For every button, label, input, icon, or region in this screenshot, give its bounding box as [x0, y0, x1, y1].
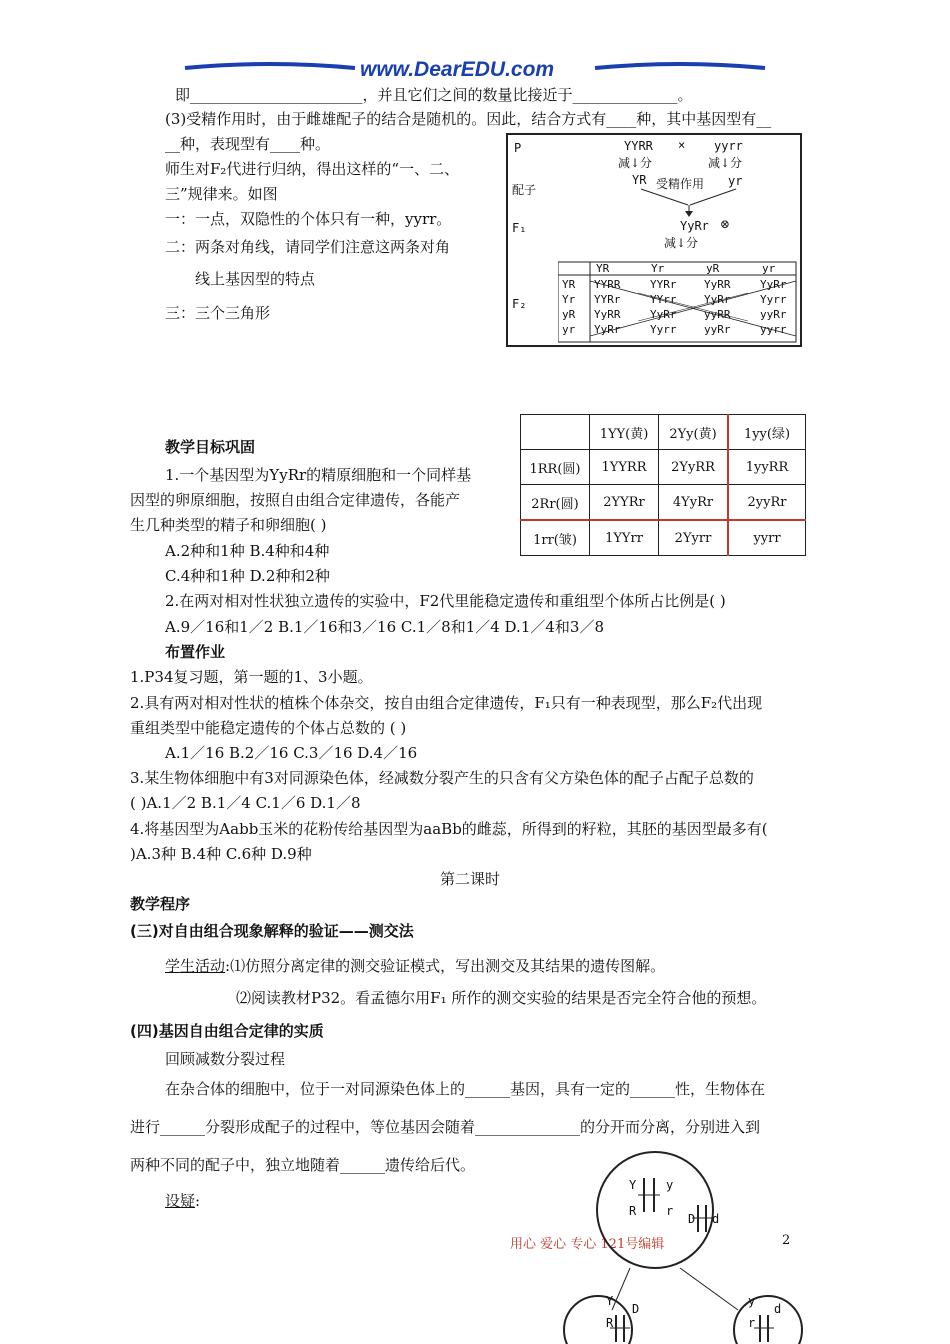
- homework-4-line1: 4.将基因型为Aabb玉米的花粉传给基因型为aaBb的雌蕊，所得到的籽粒，其胚的基因型最多有(: [130, 820, 768, 838]
- cell-label: D: [632, 1302, 640, 1316]
- summary-two2: 线上基因型的特点: [195, 270, 316, 288]
- goals-q1-line2: 因型的卵原细胞，按照自由组合定律遗传，各能产: [130, 491, 461, 509]
- lesson2-title: 第二课时: [440, 870, 501, 888]
- ratio-header: 2Yy(黄): [659, 415, 729, 450]
- meiosis-1: 减↓分: [618, 156, 653, 170]
- summary-one: 一：一点，双隐性的个体只有一种，yyrr。: [165, 210, 452, 228]
- goals-q1-line1: 1.一个基因型为YyRr的精原细胞和一个同样基: [165, 466, 472, 484]
- ratio-row-label: 1rr(皱): [521, 520, 590, 556]
- row-header: Yr: [562, 293, 576, 306]
- p-parent2: yyrr: [714, 139, 743, 153]
- homework-2-line2: 重组类型中能稳定遗传的个体占总数的 ( ): [130, 719, 407, 737]
- col-header: YR: [596, 262, 610, 275]
- ratio-header: [521, 415, 590, 450]
- goals-q1-opt2: C.4种和1种 D.2种和2种: [165, 567, 330, 585]
- meiosis-3: 减↓分: [664, 236, 699, 250]
- punnett-cell: yyrr: [760, 323, 787, 336]
- review-line: 回顾减数分裂过程: [165, 1050, 286, 1068]
- cell-label: Y: [606, 1294, 614, 1308]
- cell-label: R: [629, 1204, 637, 1218]
- ratio-header: 1YY(黄): [590, 415, 659, 450]
- punnett-cell: YyRr: [594, 323, 621, 336]
- punnett-cell: YYRr: [650, 278, 677, 291]
- p-parent1: YYRR: [624, 139, 653, 153]
- punnett-cell: YYRr: [594, 293, 621, 306]
- program-title: 教学程序: [130, 895, 191, 913]
- ratio-cell: 2YyRR: [659, 450, 729, 485]
- punnett-cell: YyRr: [760, 278, 787, 291]
- ratio-cell: 1yyRR: [728, 450, 806, 485]
- goals-title: 教学目标巩固: [165, 438, 256, 456]
- cell-label: y: [666, 1178, 674, 1192]
- col-header: Yr: [651, 262, 665, 275]
- homework-3-line1: 3.某生物体细胞中有3对同源染色体，经减数分裂产生的只含有父方染色体的配子占配子总数的: [130, 769, 754, 787]
- question-line: 设疑:: [165, 1192, 201, 1210]
- activity-label: 学生活动: [165, 957, 226, 975]
- punnett-cell: YYrr: [650, 293, 677, 306]
- punnett-cell: YyRR: [704, 278, 731, 291]
- ratio-row-label: 1RR(圆): [521, 450, 590, 485]
- summary-two1: 二：两条对角线，请同学们注意这两条对角: [165, 238, 451, 256]
- gamete-1: YR: [632, 173, 647, 187]
- cell-label: R: [606, 1316, 614, 1330]
- activity-line2: ⑵阅读教材P32。看孟德尔用F₁ 所作的测交实验的结果是否完全符合他的预想。: [236, 989, 767, 1007]
- meiosis-2: 减↓分: [708, 156, 743, 170]
- goals-q2-opts: A.9／16和1／2 B.1／16和3／16 C.1／8和1／4 D.1／4和3／8: [165, 618, 604, 636]
- cell-label: y: [748, 1294, 756, 1308]
- f1-label: F₁: [512, 221, 527, 235]
- fill-line1: 在杂合体的细胞中，位于一对同源染色体上的______基因，具有一定的______性，生物体在: [165, 1080, 766, 1098]
- gamete-2: yr: [728, 174, 743, 188]
- punnett-cell: Yyrr: [760, 293, 787, 306]
- fill-line3: 两种不同的配子中，独立地随着______遗传给后代。: [130, 1156, 476, 1174]
- col-header: yr: [762, 262, 776, 275]
- cross-diagram: [506, 133, 802, 347]
- goals-q1-opt1: A.2种和1种 B.4种和4种: [165, 542, 330, 560]
- fill-line2: 进行______分裂形成配子的过程中，等位基因会随着______________的分开而分离，分别进入到: [130, 1118, 761, 1136]
- cell-label: Y: [629, 1178, 637, 1192]
- top-line: 即_______________________，并且它们之间的数量比接近于______________。: [175, 86, 693, 104]
- punnett-cell: YyRR: [594, 308, 621, 321]
- punnett-cell: YyRr: [650, 308, 677, 321]
- cross-sign: ×: [678, 138, 686, 152]
- question-label: 设疑: [165, 1192, 196, 1210]
- p-label: P: [514, 141, 522, 155]
- f2-label: F₂: [512, 297, 527, 311]
- section4-title: (四)基因自由组合定律的实质: [130, 1022, 324, 1040]
- ratio-table: [520, 414, 806, 556]
- ratio-cell: 4YyRr: [659, 485, 729, 521]
- homework-3-line2: ( )A.1／2 B.1／4 C.1／6 D.1／8: [130, 794, 361, 812]
- cell-label: d: [774, 1302, 782, 1316]
- ratio-cell: 2yyRr: [728, 485, 806, 521]
- cell-label: d: [712, 1212, 720, 1226]
- ratio-cell: yyrr: [728, 520, 806, 556]
- cell-label: D: [688, 1212, 696, 1226]
- para3-line2: __种，表现型有____种。: [165, 135, 331, 153]
- ratio-header: 1yy(绿): [728, 415, 806, 450]
- self-symbol: ⊗: [720, 217, 731, 231]
- punnett-cell: yyRr: [760, 308, 787, 321]
- punnett-cell: YYRR: [594, 278, 621, 291]
- homework-4-line2: )A.3种 B.4种 C.6种 D.9种: [130, 845, 312, 863]
- punnett-cell: Yyrr: [650, 323, 677, 336]
- activity-text1: :⑴仿照分离定律的测交验证模式，写出测交及其结果的遗传图解。: [225, 957, 666, 975]
- summary-intro1: 师生对F₂代进行归纳，得出这样的“一、二、: [165, 160, 460, 178]
- ratio-cell: 2YYRr: [590, 485, 659, 521]
- f1-genotype: YyRr: [680, 219, 709, 233]
- goals-q2: 2.在两对相对性状独立遗传的实验中，F2代里能稳定遗传和重组型个体所占比例是( ): [165, 592, 726, 610]
- homework-1: 1.P34复习题，第一题的1、3小题。: [130, 668, 373, 686]
- row-header: yR: [562, 308, 576, 321]
- summary-intro2: 三”规律来。如图: [165, 185, 278, 203]
- cell-label: r: [748, 1316, 756, 1330]
- gamete-label: 配子: [512, 183, 537, 197]
- cell-label: r: [666, 1204, 674, 1218]
- ratio-cell: 1YYRR: [590, 450, 659, 485]
- row-header: YR: [562, 278, 576, 291]
- ratio-cell: 1YYrr: [590, 520, 659, 556]
- ratio-cell: 2Yyrr: [659, 520, 729, 556]
- section3-title: (三)对自由组合现象解释的验证——测交法: [130, 922, 414, 940]
- footer-slogan: 用心 爱心 专心 121号编辑: [510, 1237, 665, 1252]
- homework-2-opts: A.1／16 B.2／16 C.3／16 D.4／16: [165, 744, 418, 762]
- fertilization-label: 受精作用: [656, 177, 705, 191]
- punnett-cell: yyRR: [704, 308, 731, 321]
- summary-three: 三：三个三角形: [165, 304, 271, 322]
- punnett-cell: YyRr: [704, 293, 731, 306]
- homework-2-line1: 2.具有两对相对性状的植株个体杂交，按自由组合定律遗传，F₁只有一种表现型，那么F₂代出现: [130, 694, 763, 712]
- col-header: yR: [706, 262, 720, 275]
- activity-line1: [165, 955, 665, 976]
- punnett-cell: yyRr: [704, 323, 731, 336]
- page-number: 2: [782, 1233, 791, 1248]
- fertilization-arrows: [636, 187, 746, 217]
- row-header: yr: [562, 323, 576, 336]
- homework-title: 布置作业: [165, 643, 226, 661]
- ratio-row-label: 2Rr(圆): [521, 485, 590, 521]
- site-logo[interactable]: www.DearEDU.com: [360, 58, 555, 81]
- goals-q1-line3: 生几种类型的精子和卵细胞( ): [130, 516, 327, 534]
- para3-line1: (3)受精作用时，由于雌雄配子的结合是随机的。因此，结合方式有____种，其中基因型有__: [165, 110, 772, 128]
